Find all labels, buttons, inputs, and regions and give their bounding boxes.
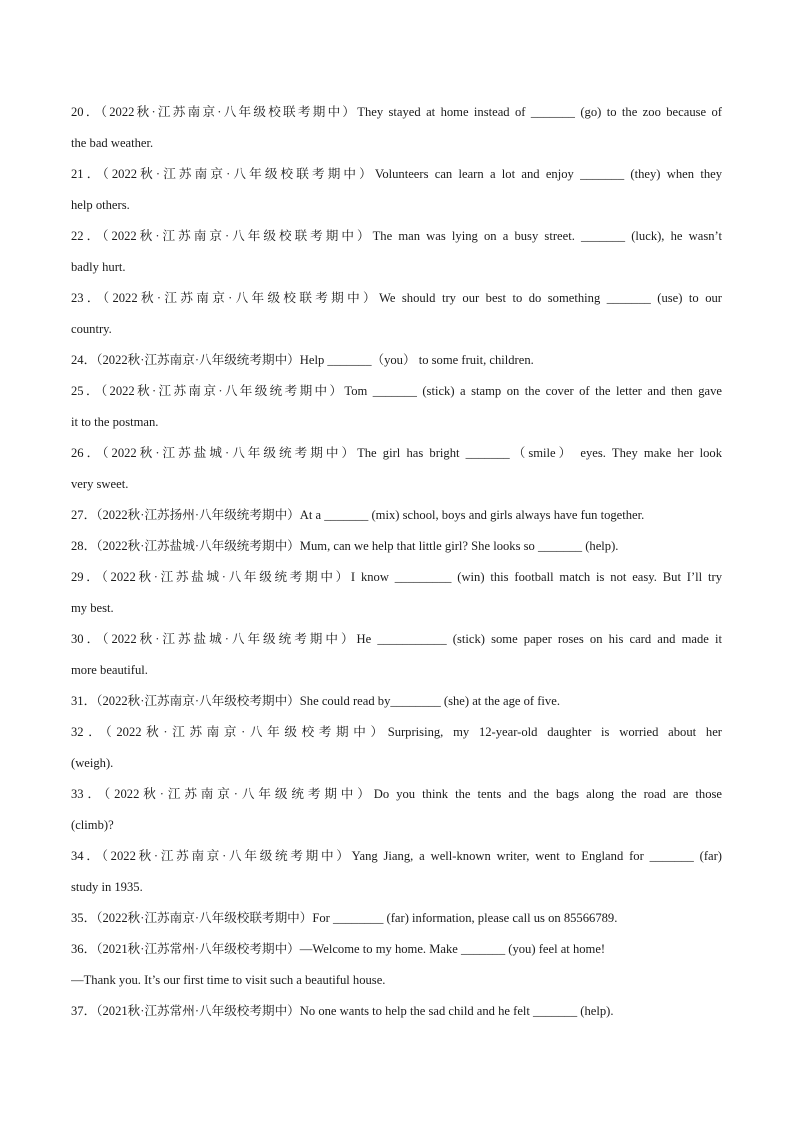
question-text: Volunteers can learn a lot and enjoy _______ (they) when they [374, 167, 722, 181]
question-text: For ________ (far) information, please call us on 85566789. [312, 911, 618, 925]
question-line [71, 903, 722, 934]
question-number: 36． [71, 942, 97, 956]
question-number: 30． [71, 632, 103, 646]
question-line [71, 717, 722, 748]
question-item [71, 500, 722, 531]
question-item [71, 376, 722, 438]
question-item [71, 438, 722, 500]
question-line [71, 624, 722, 655]
question-text: She could read by________ (she) at the age of five. [299, 694, 560, 708]
question-line [71, 438, 722, 469]
question-line [71, 779, 722, 810]
question-source: （2022秋·江苏南京·八年级校联考期中） [96, 911, 313, 925]
question-text: Do you think the tents and the bags along the road are those [373, 787, 722, 801]
question-continuation: more beautiful. [71, 663, 148, 677]
question-line [71, 283, 722, 314]
question-item [71, 779, 722, 841]
question-item [71, 686, 722, 717]
question-text: They stayed at home instead of _______ (go) to the zoo because of [357, 105, 722, 119]
question-number: 32． [71, 725, 106, 739]
question-text: We should try our best to do something _______ (use) to our [378, 291, 722, 305]
question-line [71, 376, 722, 407]
question-text: The girl has bright _______（smile） eyes. They make her look [357, 446, 722, 460]
question-text: Surprising, my 12-year-old daughter is worried about her [387, 725, 722, 739]
question-item [71, 531, 722, 562]
question-number: 33． [71, 787, 104, 801]
question-line [71, 221, 722, 252]
question-line [71, 841, 722, 872]
question-line [71, 934, 722, 965]
question-text: Yang Jiang, a well-known writer, went to England for _______ (far) [351, 849, 722, 863]
question-source: （2022秋·江苏南京·八年级校联考期中） [100, 105, 358, 119]
question-line [71, 686, 722, 717]
question-number: 22． [71, 229, 103, 243]
question-number: 20． [71, 105, 101, 119]
question-source: （2022秋·江苏南京·八年级统考期中） [101, 849, 352, 863]
question-continuation: my best. [71, 601, 114, 615]
question-source: （2022秋·江苏盐城·八年级统考期中） [102, 632, 357, 646]
question-source: （2022秋·江苏南京·八年级统考期中） [96, 353, 300, 367]
question-continuation: help others. [71, 198, 130, 212]
question-source: （2021秋·江苏常州·八年级校考期中） [96, 1004, 300, 1018]
question-continuation: —Thank you. It’s our first time to visit such a beautiful house. [71, 973, 386, 987]
question-text: I know _________ (win) this football match is not easy. But I’ll try [350, 570, 722, 584]
question-line [71, 345, 722, 376]
question-item [71, 345, 722, 376]
question-source: （2022秋·江苏南京·八年级校考期中） [105, 725, 388, 739]
question-source: （2022秋·江苏盐城·八年级统考期中） [102, 446, 358, 460]
question-number: 29． [71, 570, 102, 584]
question-number: 25． [71, 384, 101, 398]
question-item [71, 624, 722, 686]
question-continuation: (weigh). [71, 756, 114, 770]
question-text: Tom _______ (stick) a stamp on the cover of the letter and then gave [344, 384, 722, 398]
question-number: 35． [71, 911, 97, 925]
question-source: （2022秋·江苏南京·八年级统考期中） [103, 787, 374, 801]
question-text: At a _______ (mix) school, boys and girls always have fun together. [299, 508, 645, 522]
question-number: 27． [71, 508, 97, 522]
question-text: Help _______（you） to some fruit, children. [299, 353, 534, 367]
question-number: 23． [71, 291, 103, 305]
question-line [71, 500, 722, 531]
question-source: （2022秋·江苏南京·八年级校联考期中） [102, 167, 375, 181]
question-number: 21． [71, 167, 103, 181]
question-source: （2022秋·江苏南京·八年级校联考期中） [102, 229, 373, 243]
question-continuation: study in 1935. [71, 880, 143, 894]
question-line [71, 159, 722, 190]
question-item [71, 996, 722, 1027]
question-source: （2022秋·江苏南京·八年级统考期中） [100, 384, 345, 398]
question-continuation: very sweet. [71, 477, 129, 491]
question-item [71, 934, 722, 996]
question-number: 24． [71, 353, 97, 367]
question-continuation: it to the postman. [71, 415, 159, 429]
question-continuation: badly hurt. [71, 260, 126, 274]
question-number: 28． [71, 539, 97, 553]
question-text: —Welcome to my home. Make _______ (you) feel at home! [299, 942, 606, 956]
question-continuation: (climb)? [71, 818, 114, 832]
question-continuation: the bad weather. [71, 136, 154, 150]
question-source: （2022秋·江苏南京·八年级校联考期中） [102, 291, 379, 305]
question-item [71, 97, 722, 159]
question-text: The man was lying on a busy street. _______ (luck), he wasn’t [372, 229, 722, 243]
question-source: （2022秋·江苏盐城·八年级统考期中） [96, 539, 300, 553]
question-item [71, 159, 722, 221]
question-source: （2022秋·江苏南京·八年级校考期中） [96, 694, 300, 708]
question-item [71, 903, 722, 934]
question-text: Mum, can we help that little girl? She looks so _______ (help). [299, 539, 619, 553]
question-text: No one wants to help the sad child and he felt _______ (help). [299, 1004, 614, 1018]
question-number: 31． [71, 694, 97, 708]
question-number: 26． [71, 446, 103, 460]
question-source: （2022秋·江苏扬州·八年级统考期中） [96, 508, 300, 522]
question-number: 37． [71, 1004, 97, 1018]
question-line [71, 531, 722, 562]
question-item [71, 717, 722, 779]
question-list [71, 97, 722, 1027]
question-source: （2022秋·江苏盐城·八年级统考期中） [101, 570, 351, 584]
question-line [71, 562, 722, 593]
question-source: （2021秋·江苏常州·八年级校考期中） [96, 942, 300, 956]
question-item [71, 562, 722, 624]
question-line [71, 97, 722, 128]
question-text: He ___________ (stick) some paper roses on his card and made it [356, 632, 722, 646]
question-number: 34． [71, 849, 102, 863]
question-item [71, 221, 722, 283]
question-item [71, 283, 722, 345]
question-item [71, 841, 722, 903]
question-line [71, 996, 722, 1027]
question-continuation: country. [71, 322, 112, 336]
